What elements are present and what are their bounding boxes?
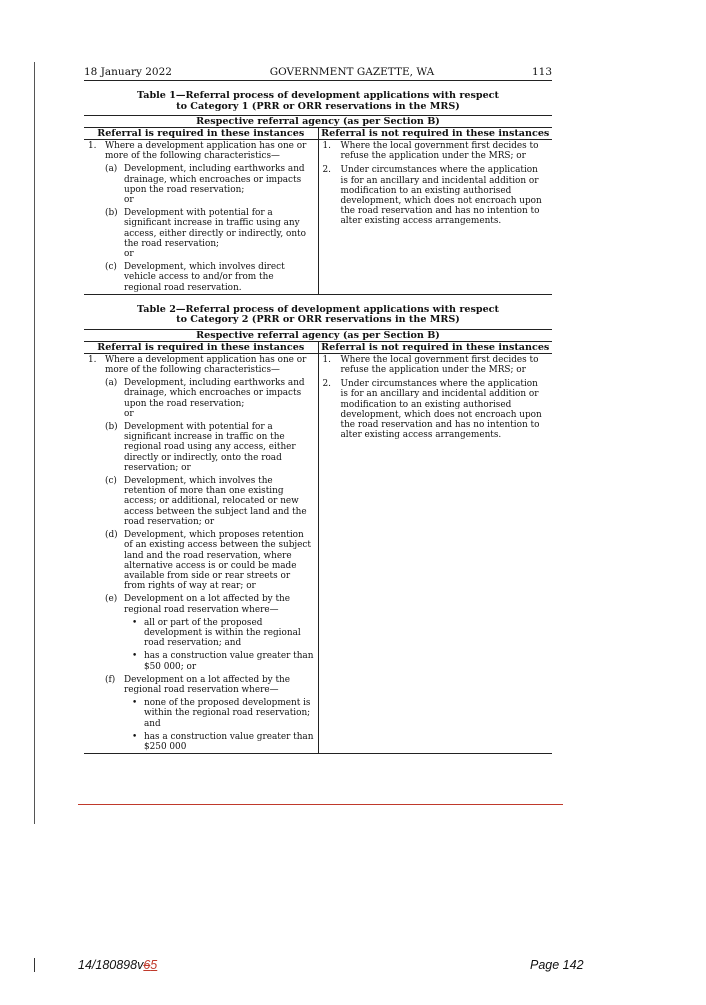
bullet-icon: • [132,651,138,662]
sub-text: Development, which involves direct vehicle access to and/or from the regional road reservation. [124,262,285,293]
doc-ref-text: 14/180898v [78,958,144,972]
header-date: 18 January 2022 [84,66,172,78]
bullet-item [132,698,314,729]
sub-text: Development, including earthworks and drainage, which encroaches or impacts upon the road reservation; [124,378,305,409]
list-item [88,141,314,161]
document-reference [78,958,157,972]
page-label: Page 142 [530,958,584,972]
table2-agency-header: Respective referral agency (as per Section B) [84,329,552,341]
sub-text: Development on a lot affected by the regional road reservation where— [124,594,291,615]
table1-caption-line2: to Category 1 (PRR or ORR reservations in the MRS) [176,100,460,112]
sub-label: (b) [105,422,118,433]
list-item [88,355,314,375]
bullet-item [132,732,314,752]
doc-ref-deleted: 6 [143,958,151,972]
sub-label: (c) [105,262,117,273]
item-number: 2. [322,379,331,390]
table1-caption-line1: Table 1—Referral process of development applications with respect [137,90,499,101]
bullet-icon: • [132,731,138,742]
sub-label: (a) [105,164,118,175]
sub-text: Development on a lot affected by the regional road reservation where— [124,674,291,695]
item-number: 2. [322,165,331,176]
table2-col-required: Referral is required in these instances [84,341,318,353]
sub-label: (a) [105,378,118,389]
list-item [323,379,549,440]
bullet-icon: • [132,617,138,628]
sub-item-b [105,422,314,473]
doc-ref-inserted: 5 [150,958,158,972]
bullet-item [132,618,314,649]
item-text: Where a development application has one or more of the following characteristics— [105,354,307,376]
sub-label: (e) [105,594,118,605]
sub-item-d [105,530,314,591]
bullet-icon: • [132,698,138,709]
sub-label: (b) [105,208,118,219]
header-page-number: 113 [531,66,552,78]
margin-change-bar-footer [34,958,35,972]
bullet-item [132,651,314,671]
sub-label: (f) [105,674,116,685]
table1-not-required-cell [318,140,552,295]
sub-item-c [105,476,314,527]
list-item [323,141,549,161]
header-publication: GOVERNMENT GAZETTE, WA [269,66,435,78]
table1-required-cell [84,140,318,295]
bullet-text: has a construction value greater than $250 000 [144,731,314,752]
item-number: 1. [322,354,331,365]
sub-item-a [105,378,314,409]
bullet-text: none of the proposed development is within the regional road reservation; and [144,698,311,729]
table2-caption-line1: Table 2—Referral process of development applications with respect [137,303,499,315]
sub-item-b [105,208,314,249]
or-connector: or [124,195,134,206]
table2 [84,329,552,754]
table2-caption-line2: to Category 2 (PRR or ORR reservations in the MRS) [176,314,460,326]
item-text: Under circumstances where the application is for an ancillary and incidental addition or modification to an existing authorised development, which does not encroach upon the road reservation and has no intention to alter existing access arrangements. [340,379,542,441]
doc-ref-revision [143,958,157,972]
sub-label: (d) [105,530,118,541]
table2-required-cell [84,353,318,753]
item-text: Where a development application has one or more of the following characteristics— [105,141,307,162]
table1 [84,115,552,295]
sub-item-e [105,594,314,614]
gazette-page [84,66,552,754]
table1-col-required: Referral is required in these instances [84,128,318,140]
table1-caption [84,91,552,112]
revision-divider-line [78,804,563,805]
list-item [323,355,549,375]
sub-text: Development with potential for a significant increase in traffic on the regional road using any access, either directly or indirectly, onto the road reservation; or [124,422,296,473]
item-number: 1. [88,354,97,365]
sub-item-a [105,164,314,195]
bullet-text: all or part of the proposed development is within the regional road reservation; and [144,617,301,649]
sub-text: Development, which involves the retention of more than one existing access; or additional, relocated or new access between the subject land and the road reservation; or [124,476,307,527]
sub-item-f [105,675,314,695]
sub-text: Development, which proposes retention of an existing access between the subject land and the road reservation, where alternative access is or could be made available from side or rear streets or from rights of way at rear; or [124,530,311,592]
item-text: Where the local government first decides to refuse the application under the MRS; or [340,354,539,376]
item-text: Where the local government first decides to refuse the application under the MRS; or [340,141,539,162]
item-text: Under circumstances where the application is for an ancillary and incidental addition or modification to an existing authorised development, which does not encroach upon the road reservation and has no intention to alter existing access arrangements. [340,165,542,227]
table2-caption [84,305,552,326]
sub-text: Development, including earthworks and drainage, which encroaches or impacts upon the road reservation; [124,164,305,195]
running-header [84,66,552,81]
table1-col-not-required: Referral is not required in these instances [318,128,552,140]
item-number: 1. [88,141,97,151]
or-connector: or [124,408,134,419]
table2-not-required-cell [318,353,552,753]
list-item [323,165,549,226]
or-connector: or [124,249,134,260]
sub-label: (c) [105,476,117,487]
item-number: 1. [322,141,331,151]
table1-agency-header: Respective referral agency (as per Section B) [84,116,552,128]
margin-change-bar [34,62,35,824]
table2-col-not-required: Referral is not required in these instances [318,341,552,353]
bullet-text: has a construction value greater than $50 000; or [144,651,314,672]
sub-text: Development with potential for a significant increase in traffic using any access, either directly or indirectly, onto the road reservation; [124,208,306,249]
sub-item-c [105,262,314,293]
